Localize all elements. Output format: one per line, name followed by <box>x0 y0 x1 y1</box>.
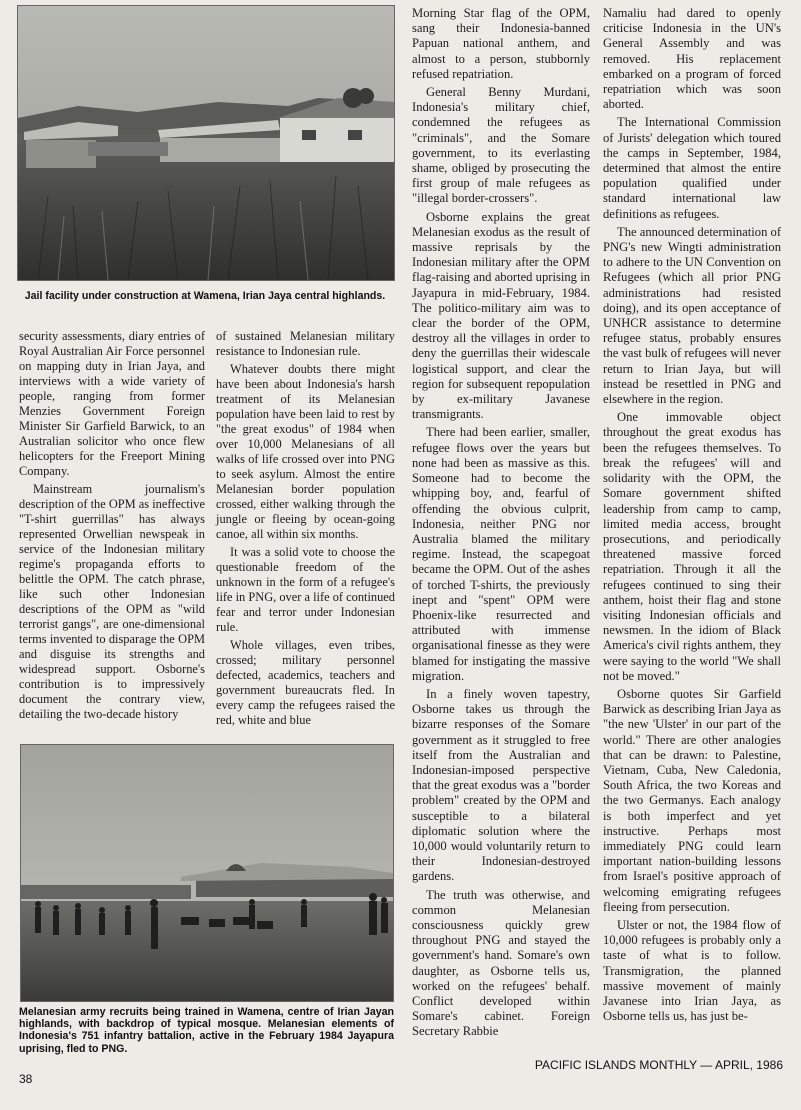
jail-facility-photo-graphic <box>18 6 394 280</box>
column-3 <box>412 6 590 1043</box>
column-2 <box>216 329 395 731</box>
paragraph: One immovable object throughout the great exodus has been the refugees themselves. To break the refugees' will and solidarity with the OPM, the Somare government shifted leadership from camp to camp, limited media access, brought prosecutions, and periodically threatened massive forced repatriation. Through it all the refugees continued to sing their anthem, hoist their flag and stone visiting Indonesian officials and newsmen. In the idiom of Black America's civil rights anthem, they were saying to the world "We shall not be moved." <box>603 410 781 683</box>
paragraph: The truth was otherwise, and common Melanesian consciousness quickly grew throughout PNG and stayed the government's hand. Somare's own daughter, as Osborne tells us, worked on the refugees' behalf. Conflict developed within Somare's cabinet. Foreign Secretary Rabbie <box>412 887 590 1039</box>
paragraph: Osborne explains the great Melanesian exodus as the result of massive reprisals by the Indonesian military after the OPM flag-raising and aborted uprising in Jayapura in mid-February, 1984. The politico-military aim was to clear the border of the OPM, destroy all the villages in order to deny the guerrillas their widescale logistical support, and clear the region for subsequent repopulation by ex-military Javanese transmigrants. <box>412 209 590 422</box>
paragraph: Namaliu had dared to openly criticise Indonesia in the UN's General Assembly and was removed. His replacement embarked on a program of forced repatriation which was soon aborted. <box>603 6 781 112</box>
paragraph: Whatever doubts there might have been about Indonesia's harsh treatment of its Melanesian population have been laid to rest by "the great exodus" of 1984 when over 10,000 Melanesians of all walks of life crossed over into PNG to seek asylum. Almost the entire Melanesian border population crossed, either walking through the jungle or fleeing by ocean-going canoe, all within six months. <box>216 361 395 541</box>
page-number: 38 <box>19 1072 33 1086</box>
column-4 <box>603 6 781 1027</box>
paragraph: Osborne quotes Sir Garfield Barwick as describing Irian Jaya as "the new 'Ulster' in our part of the world." There are other analogies that can be drawn: to Palestine, Vietnam, Cuba, New Caledonia, South Africa, the two Koreas and the two Germanys. Each analogy is both imperfect and yet instructive. Perhaps most immediately PNG could learn important nation-building lessons from Israel's positive approach of welcoming emigrating refugees fleeing from persecution. <box>603 686 781 914</box>
paragraph: Ulster or not, the 1984 flow of 10,000 refugees is probably only a taste of what is to follow. Transmigration, the planned massive movement of mainly Javanese into Irian Jaya, as Osborne tells us, has just be- <box>603 917 781 1024</box>
running-footer: PACIFIC ISLANDS MONTHLY — APRIL, 1986 <box>534 1058 783 1072</box>
paragraph: General Benny Murdani, Indonesia's military chief, condemned the refugees as "criminals", and the Somare government, to its everlasting shame, obliged by prosecuting the first group of male refugees as "illegal border-crossers". <box>412 85 590 206</box>
army-recruits-photo-graphic <box>21 745 393 1001</box>
paragraph: It was a solid vote to choose the questionable freedom of the unknown in the form of a refugee's life in PNG, over a life of continued fear and terror under Indonesian rule. <box>216 544 395 634</box>
paragraph: Mainstream journalism's description of the OPM as ineffective "T-shirt guerrillas" has always represented Orwellian newspeak in service of the Indonesian military regime's propaganda efforts to belittle the OPM. The catch phrase, like such other Indonesian descriptions of the OPM as "wild terrorist gangs", are one-dimensional terms invented to disparage the OPM and disguise its strengths and widespread support. Osborne's contribution is to impressively document the contrary view, detailing the two-decade history <box>19 481 205 721</box>
paragraph: In a finely woven tapestry, Osborne takes us through the bizarre responses of the Somare government as it struggled to free itself from the Australian and Indonesian-imposed perspective that the great exodus was a "border problem" created by the OPM and susceptible to a bilateral diplomatic solution where the 10,000 would voluntarily return to their Indonesian-destroyed gardens. <box>412 686 590 884</box>
army-recruits-photo <box>20 744 394 1002</box>
paragraph: The International Commission of Jurists' delegation which toured the camps in September, 1984, determined that almost the entire population qualified under standard international law definitions as refugees. <box>603 115 781 221</box>
paragraph: of sustained Melanesian military resistance to Indonesian rule. <box>216 329 395 358</box>
column-1 <box>19 329 205 725</box>
army-recruits-caption: Melanesian army recruits being trained in Wamena, centre of Irian Jayan highlands, with backdrop of typical mosque. Melanesian elements of Indonesia's 751 infantry battalion, active in the February 1984 Jayapura uprising, fled to PNG. <box>19 1006 394 1055</box>
jail-facility-photo <box>17 5 395 281</box>
paragraph: Whole villages, even tribes, crossed; military personnel defected, academics, teachers and government bureaucrats fled. In every camp the refugees raised the red, white and blue <box>216 637 395 727</box>
paragraph: There had been earlier, smaller, refugee flows over the years but none had been as massive as this. Someone had to become the whipping boy, and, fearful of offending the obvious culprit, Indonesia, neither PNG nor Australia blamed the military regime. Instead, the scapegoat became the OPM. Out of the ashes of torched T-shirts, the previously inept and "spent" OPM were Phoenix-like resurrected and attributed with immense organisational finesse as they were blamed for instigating the massive migration. <box>412 425 590 683</box>
paragraph: security assessments, diary entries of Royal Australian Air Force personnel on mapping duty in Irian Jaya, and interviews with a wide variety of people, ranging from former Menzies Government Foreign Minister Sir Garfield Barwick, to an Australian solicitor who once flew helicopters for the Freeport Mining Company. <box>19 329 205 478</box>
jail-facility-caption: Jail facility under construction at Wamena, Irian Jaya central highlands. <box>24 290 386 302</box>
paragraph: Morning Star flag of the OPM, sang their Indonesia-banned Papuan national anthem, and almost to a person, stubbornly refused repatriation. <box>412 6 590 81</box>
paragraph: The announced determination of PNG's new Wingti administration to adhere to the UN Convention on Refugees (which all prior PNG administrations had resisted doing), and its open acceptance of UNHCR assistance to determine refugee status, probably ensures the vast bulk of refugees will never return to Irian Jaya, but will instead be resettled in PNG and elsewhere in the region. <box>603 224 782 407</box>
